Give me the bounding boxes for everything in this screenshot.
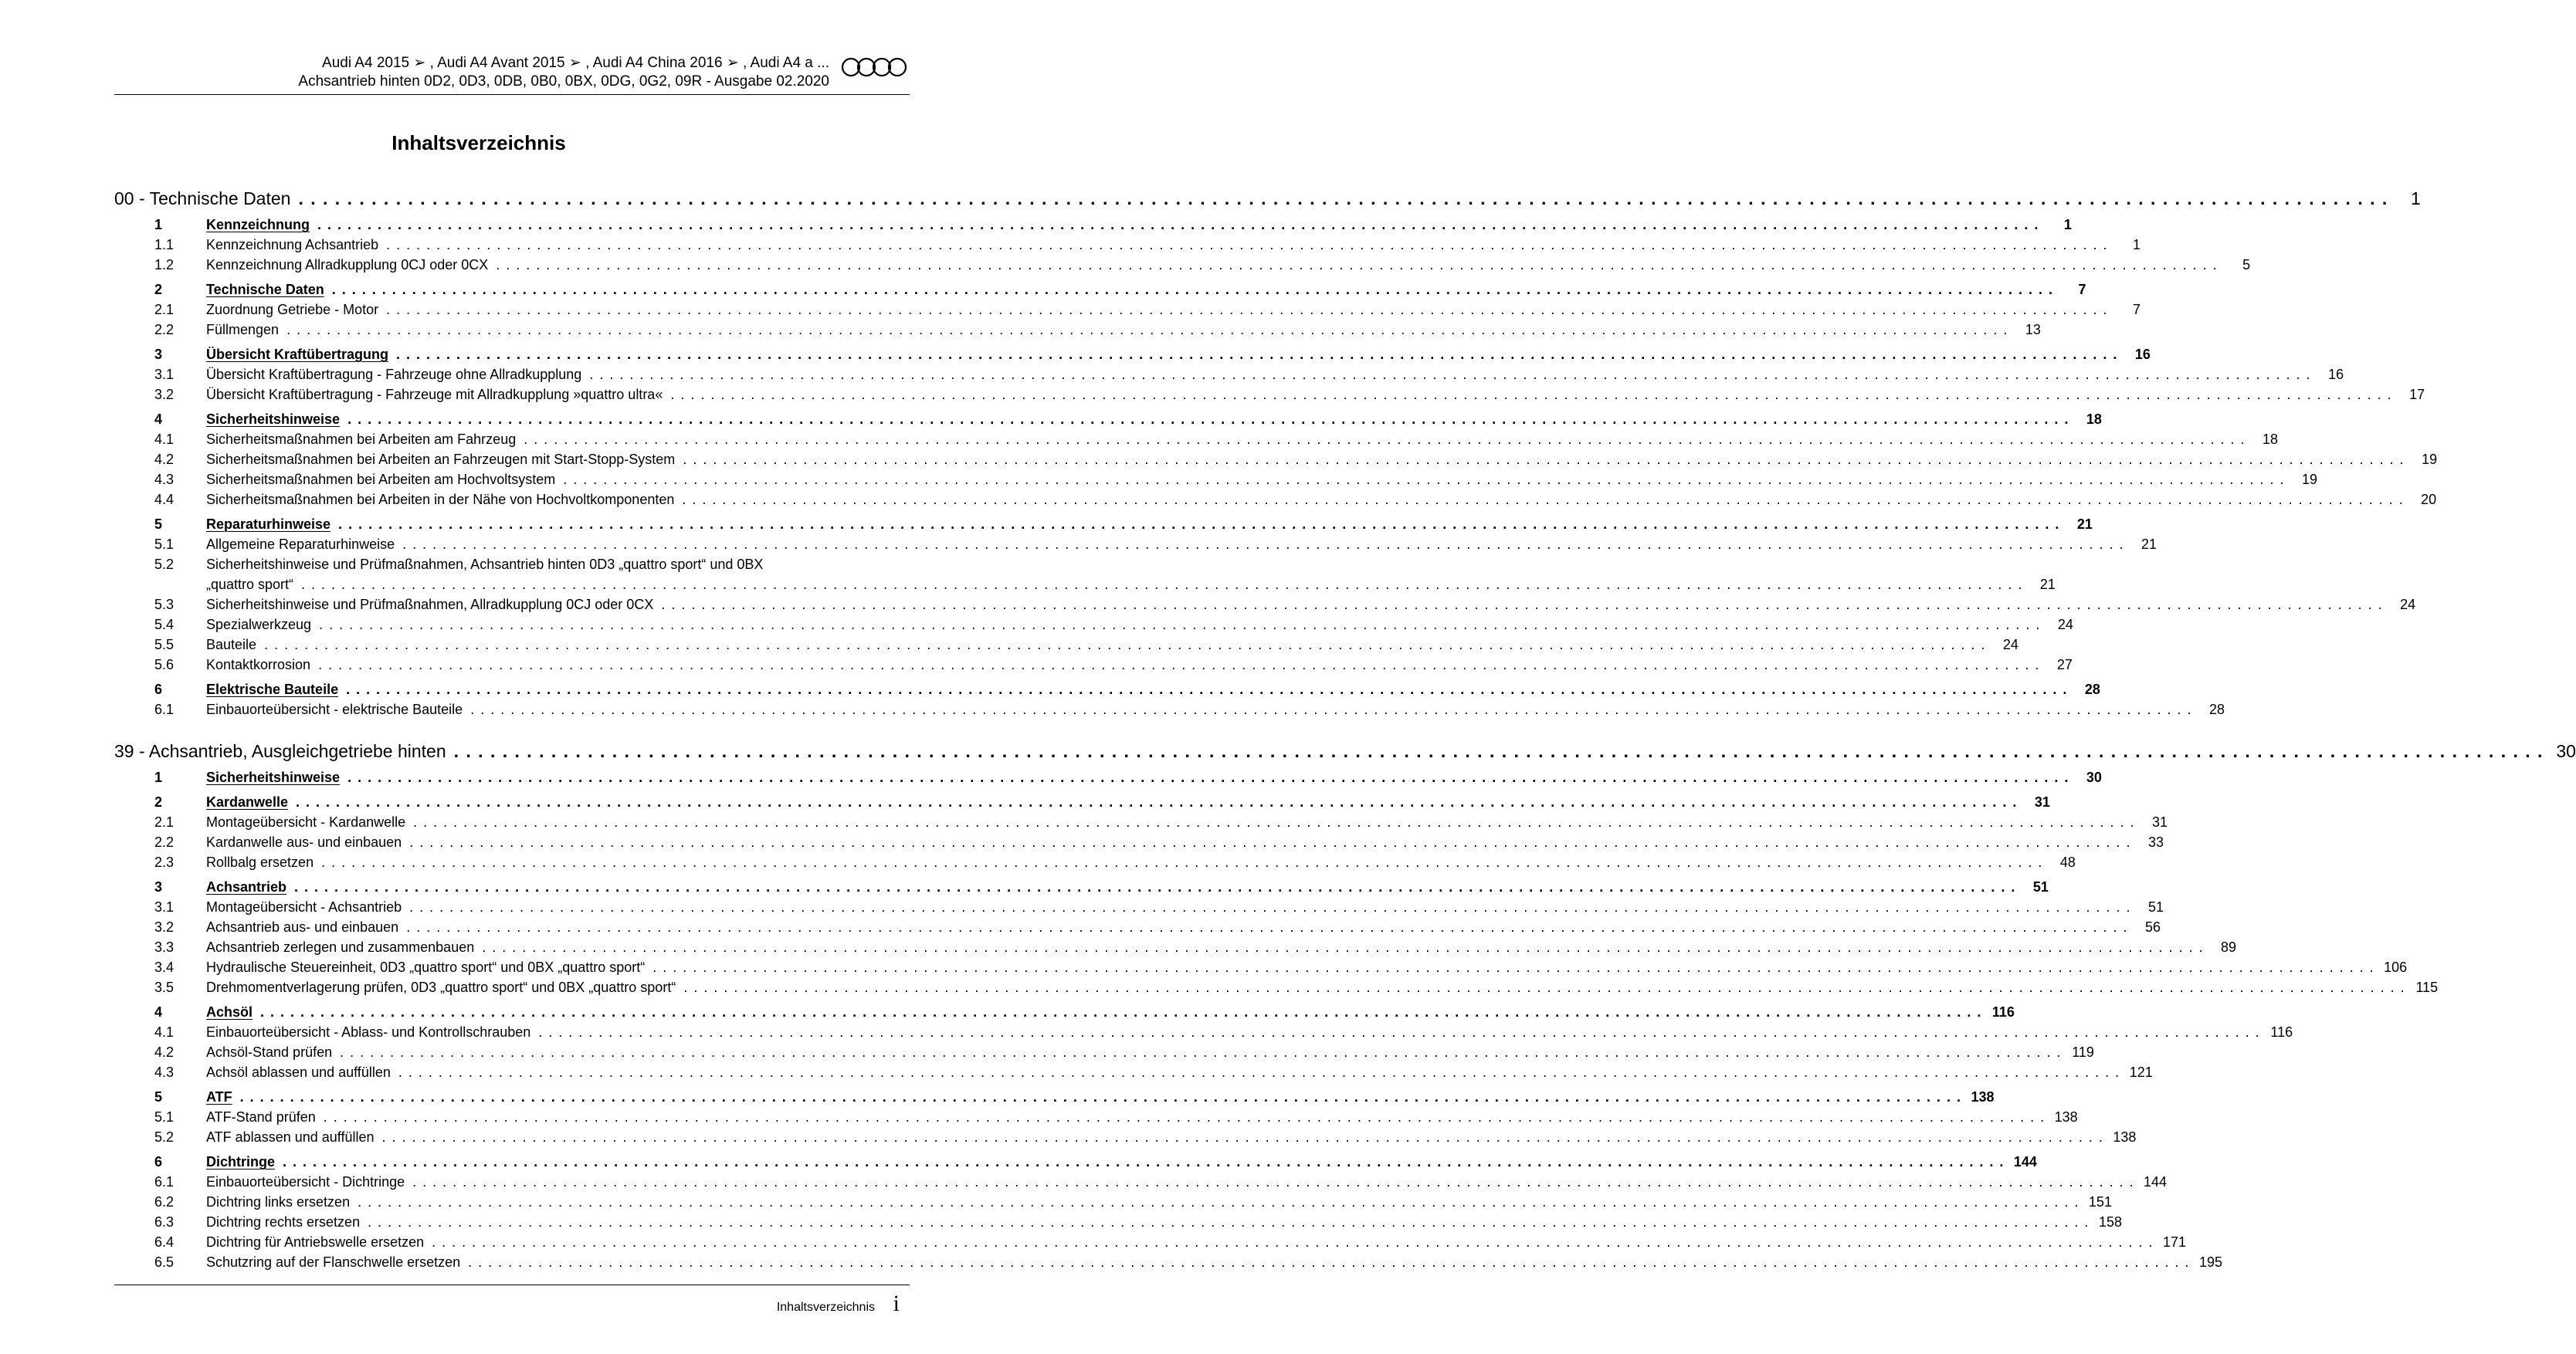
toc-subsection-entry[interactable]	[114, 1232, 2187, 1252]
toc-leader-dots	[338, 514, 2060, 534]
toc-section-number: 5	[154, 516, 163, 532]
toc-page-number: 16	[2328, 367, 2344, 382]
toc-section-entry[interactable]	[114, 1002, 2015, 1022]
toc-chapter-title: 39 - Achsantrieb, Ausgleichgetriebe hinten	[114, 741, 446, 761]
toc-leader-dots	[470, 699, 2192, 719]
toc-subsection-title: Montageübersicht - Achsantrieb	[206, 899, 402, 915]
toc-subsection-number: 6.3	[154, 1214, 175, 1230]
toc-page-number: 48	[2059, 855, 2076, 870]
toc-leader-dots	[412, 1172, 2134, 1192]
toc-leader-dots	[324, 1107, 2046, 1127]
toc-subsection-number: 6.1	[154, 702, 175, 717]
toc-subsection-title: Schutzring auf der Flanschwelle ersetzen	[206, 1254, 461, 1270]
toc-subsection-entry[interactable]	[114, 364, 2344, 384]
toc-leader-dots	[294, 877, 2016, 897]
toc-subsection-entry[interactable]	[114, 235, 2141, 255]
toc-section-entry[interactable]	[114, 792, 2050, 812]
toc-chapter-entry[interactable]	[114, 187, 2421, 210]
toc-page-number: 116	[2270, 1024, 2293, 1040]
toc-subsection-entry[interactable]	[114, 384, 2425, 405]
toc-page-number: 1	[2410, 188, 2421, 208]
toc-page-number: 30	[2086, 770, 2102, 785]
toc-subsection-entry[interactable]	[114, 917, 2161, 937]
toc-subsection-entry[interactable]	[114, 937, 2237, 957]
toc-section-entry[interactable]	[114, 767, 2102, 787]
toc-subsection-title: Einbauorteübersicht - Ablass- und Kontrollschrauben	[206, 1024, 531, 1040]
toc-section-number: 1	[154, 770, 163, 785]
toc-subsection-number: 2.2	[154, 834, 175, 850]
footer-label: Inhaltsverzeichnis	[776, 1301, 875, 1314]
toc-subsection-title: Bauteile	[206, 637, 257, 652]
toc-page-number: 119	[2072, 1044, 2094, 1060]
toc-section-entry[interactable]	[114, 279, 2086, 300]
toc-section-entry[interactable]	[114, 1087, 1995, 1107]
toc-subsection-title: Sicherheitsmaßnahmen bei Arbeiten in der Nähe von Hochvoltkomponenten	[206, 492, 675, 507]
toc-leader-dots	[240, 1087, 1962, 1107]
toc-subsection-title: Sicherheitsmaßnahmen bei Arbeiten an Fahrzeugen mit Start-Stopp-System	[206, 452, 676, 467]
toc-subsection-number: 5.2	[154, 1129, 175, 1145]
toc-page-number: 56	[2145, 919, 2161, 935]
toc-subsection-number: 4.3	[154, 1065, 175, 1080]
toc-subsection-title: Übersicht Kraftübertragung - Fahrzeuge ohne Allradkupplung	[206, 367, 582, 382]
toc-page-number: 24	[2002, 637, 2018, 652]
toc-page-number: 195	[2199, 1254, 2223, 1270]
toc-page-number: 158	[2098, 1214, 2122, 1230]
toc-subsection-entry[interactable]	[114, 635, 2018, 655]
toc-section-title: ATF	[206, 1089, 232, 1105]
toc-leader-dots	[409, 832, 2131, 852]
toc-subsection-title: Dichtring rechts ersetzen	[206, 1214, 361, 1230]
toc-leader-dots	[321, 852, 2043, 872]
toc-page-number: 121	[2129, 1065, 2153, 1080]
toc-subsection-title: Achsantrieb aus- und einbauen	[206, 919, 399, 935]
toc-subsection-title: Füllmengen	[206, 322, 280, 337]
toc-leader-dots	[260, 1002, 1982, 1022]
toc-leader-dots	[386, 300, 2108, 320]
toc-subsection-entry[interactable]	[114, 1062, 2153, 1082]
toc-subsection-title: Kontaktkorrosion	[206, 657, 311, 672]
toc-subsection-number: 1.2	[154, 257, 175, 272]
toc-subsection-number: 2.1	[154, 814, 175, 830]
toc-leader-dots	[402, 534, 2124, 554]
toc-leader-dots	[670, 384, 2392, 405]
toc-subsection-entry[interactable]	[114, 699, 2225, 719]
toc-section-title: Achsantrieb	[206, 879, 287, 895]
toc-subsection-number: 6.5	[154, 1254, 175, 1270]
toc-page-number: 1	[2063, 217, 2072, 232]
toc-page-number: 171	[2162, 1234, 2187, 1250]
toc-section-title: Technische Daten	[206, 282, 324, 297]
toc-subsection-title-continued	[206, 574, 2056, 594]
toc-subsection-title: ATF-Stand prüfen	[206, 1109, 316, 1125]
toc-subsection-number: 3.2	[154, 919, 175, 935]
toc-subsection-entry[interactable]	[114, 469, 2318, 489]
toc-section-entry[interactable]	[114, 877, 2049, 897]
toc-subsection-number: 4.4	[154, 492, 175, 507]
toc-page-number: 13	[2025, 322, 2041, 337]
toc-section-number: 4	[154, 411, 163, 427]
toc-subsection-entry[interactable]	[114, 977, 2439, 997]
toc-subsection-number: 3.1	[154, 899, 175, 915]
toc-leader-dots	[368, 1212, 2090, 1232]
toc-subsection-title: Sicherheitshinweise und Prüfmaßnahmen, Achsantrieb hinten 0D3 „quattro sport“ und 0BX	[206, 557, 764, 572]
toc-subsection-number: 6.2	[154, 1194, 175, 1210]
toc-subsection-entry[interactable]	[114, 1192, 2112, 1212]
toc-subsection-entry[interactable]	[114, 554, 2056, 594]
toc-section-number: 1	[154, 217, 163, 232]
toc-subsection-number: 2.2	[154, 322, 175, 337]
toc-section-title: Kennzeichnung	[206, 217, 310, 232]
toc-subsection-title: Kardanwelle aus- und einbauen	[206, 834, 402, 850]
toc-leader-dots	[347, 409, 2069, 429]
toc-leader-dots	[381, 1127, 2103, 1147]
document-header	[0, 54, 829, 91]
toc-leader-dots	[358, 1192, 2079, 1212]
toc-subsection-entry[interactable]	[114, 957, 2408, 977]
toc-page-number: 7	[2078, 282, 2086, 297]
toc-section-entry[interactable]	[114, 409, 2102, 429]
toc-leader-dots	[538, 1022, 2260, 1042]
toc-section-number: 5	[154, 1089, 163, 1105]
toc-subsection-title: Hydraulische Steuereinheit, 0D3 „quattro sport“ und 0BX „quattro sport“	[206, 960, 646, 975]
toc-page-number: 19	[2422, 452, 2438, 467]
toc-page-number: 30	[2556, 741, 2576, 761]
toc-page-number: 18	[2086, 411, 2102, 427]
toc-subsection-title: Sicherheitshinweise und Prüfmaßnahmen, Allradkupplung 0CJ oder 0CX	[206, 597, 654, 612]
toc-leader-dots	[346, 679, 2068, 699]
toc-page-number: 16	[2134, 347, 2151, 362]
toc-leader-dots	[482, 937, 2204, 957]
toc-subsection-entry[interactable]	[114, 449, 2438, 469]
toc-leader-dots	[264, 635, 1986, 655]
toc-leader-dots	[301, 574, 2023, 594]
toc-subsection-entry[interactable]	[114, 1252, 2223, 1272]
toc-section-entry[interactable]	[114, 215, 2072, 235]
toc-section-number: 3	[154, 347, 163, 362]
toc-subsection-entry[interactable]	[114, 320, 2041, 340]
toc-leader-dots	[661, 594, 2383, 614]
toc-subsection-title: Allgemeine Reparaturhinweise	[206, 537, 395, 552]
toc-section-title: Sicherheitshinweise	[206, 770, 341, 785]
toc-page-number: 24	[2400, 597, 2416, 612]
toc-page-number: 28	[2209, 702, 2225, 717]
toc-page-number: 151	[2088, 1194, 2112, 1210]
toc-leader-dots	[347, 767, 2069, 787]
toc-page-number: 1	[2133, 237, 2141, 252]
toc-section-title: Übersicht Kraftübertragung	[206, 347, 389, 362]
toc-leader-dots	[319, 614, 2041, 635]
toc-subsection-title: Dichtring links ersetzen	[206, 1194, 351, 1210]
toc-subsection-title: ATF ablassen und auffüllen	[206, 1129, 375, 1145]
toc-page-number: 18	[2262, 432, 2279, 447]
toc-leader-dots	[496, 255, 2218, 275]
toc-page-number: 144	[2013, 1154, 2037, 1170]
toc-subsection-number: 2.1	[154, 302, 175, 317]
toc-leader-dots	[683, 977, 2405, 997]
toc-section-number: 3	[154, 879, 163, 895]
toc-subsection-number: 6.1	[154, 1174, 175, 1190]
toc-subsection-number: 5.1	[154, 1109, 175, 1125]
toc-section-number: 6	[154, 682, 163, 697]
toc-subsection-entry[interactable]	[114, 255, 2251, 275]
toc-section-number: 2	[154, 794, 163, 810]
toc-subsection-entry[interactable]	[114, 1107, 2078, 1127]
toc-subsection-number: 4.3	[154, 472, 175, 487]
toc-page-number: 24	[2057, 617, 2073, 632]
toc-page-number: 51	[2147, 899, 2164, 915]
toc-subsection-number: 6.4	[154, 1234, 175, 1250]
toc-subsection-title: Montageübersicht - Kardanwelle	[206, 814, 406, 830]
table-of-contents	[114, 187, 2576, 1272]
toc-section-title: Dichtringe	[206, 1154, 276, 1170]
toc-leader-dots	[283, 1152, 2005, 1172]
toc-section-number: 2	[154, 282, 163, 297]
toc-page-number: 7	[2132, 302, 2140, 317]
toc-subsection-entry[interactable]	[114, 812, 2168, 832]
toc-leader-dots	[406, 917, 2128, 937]
toc-subsection-entry[interactable]	[114, 1212, 2122, 1232]
page-title: Inhaltsverzeichnis	[391, 131, 566, 154]
toc-leader-dots	[317, 215, 2039, 235]
toc-subsection-number: 3.5	[154, 980, 175, 995]
toc-leader-dots	[683, 449, 2405, 469]
toc-subsection-title: Sicherheitsmaßnahmen bei Arbeiten am Fahrzeug	[206, 432, 517, 447]
toc-section-number: 4	[154, 1004, 163, 1020]
toc-subsection-title: Sicherheitsmaßnahmen bei Arbeiten am Hochvoltsystem	[206, 472, 556, 487]
toc-leader-dots	[298, 187, 2388, 210]
toc-subsection-number: 3.3	[154, 939, 175, 955]
toc-subsection-number: 5.5	[154, 637, 175, 652]
toc-leader-dots	[332, 279, 2054, 300]
toc-subsection-title: Zuordnung Getriebe - Motor	[206, 302, 379, 317]
toc-subsection-title: Einbauorteübersicht - elektrische Bauteile	[206, 702, 463, 717]
toc-subsection-title: Kennzeichnung Achsantrieb	[206, 237, 379, 252]
toc-section-title: Kardanwelle	[206, 794, 289, 810]
toc-page-number: 17	[2409, 387, 2425, 402]
toc-subsection-title-wrap	[206, 554, 2056, 594]
toc-leader-dots	[468, 1252, 2190, 1272]
toc-subsection-title: Übersicht Kraftübertragung - Fahrzeuge mit Allradkupplung »quattro ultra«	[206, 387, 663, 402]
toc-subsection-entry[interactable]	[114, 897, 2164, 917]
toc-subsection-entry[interactable]	[114, 1022, 2293, 1042]
toc-subsection-number: 5.3	[154, 597, 175, 612]
toc-section-entry[interactable]	[114, 1152, 2037, 1172]
toc-subsection-title: Einbauorteübersicht - Dichtringe	[206, 1174, 405, 1190]
toc-section-number: 6	[154, 1154, 163, 1170]
toc-subsection-number: 4.2	[154, 452, 175, 467]
toc-subsection-number: 4.1	[154, 1024, 175, 1040]
toc-subsection-number: 4.2	[154, 1044, 175, 1060]
toc-subsection-title: Rollbalg ersetzen	[206, 855, 314, 870]
toc-subsection-entry[interactable]	[114, 852, 2076, 872]
toc-leader-dots	[413, 812, 2135, 832]
toc-subsection-title: Kennzeichnung Allradkupplung 0CJ oder 0CX	[206, 257, 489, 272]
toc-subsection-title: Achsantrieb zerlegen und zusammenbauen	[206, 939, 475, 955]
toc-subsection-number: 2.3	[154, 855, 175, 870]
toc-subsection-entry[interactable]	[114, 489, 2437, 509]
toc-subsection-number: 3.4	[154, 960, 175, 975]
toc-subsection-entry[interactable]	[114, 1172, 2168, 1192]
toc-subsection-number: 5.1	[154, 537, 175, 552]
toc-page-number: 33	[2148, 834, 2164, 850]
toc-leader-dots	[386, 235, 2108, 255]
toc-page-number: 138	[2054, 1109, 2078, 1125]
toc-page-number: 106	[2384, 960, 2408, 975]
toc-subsection-number: 5.6	[154, 657, 175, 672]
four-rings-logo	[840, 56, 908, 78]
toc-subsection-title: Drehmomentverlagerung prüfen, 0D3 „quattro sport“ und 0BX „quattro sport“	[206, 980, 676, 995]
toc-subsection-entry[interactable]	[114, 832, 2164, 852]
toc-page-number: 19	[2302, 472, 2318, 487]
footer-page-number: i	[893, 1291, 900, 1316]
toc-subsection-entry[interactable]	[114, 300, 2140, 320]
toc-subsection-title-line2: „quattro sport“	[206, 577, 294, 592]
toc-subsection-entry[interactable]	[114, 534, 2157, 554]
toc-subsection-number: 5.2	[154, 557, 175, 572]
toc-section-title: Sicherheitshinweise	[206, 411, 341, 427]
header-vehicle-line: Audi A4 2015 ➢ , Audi A4 Avant 2015 ➢ , Audi A4 China 2016 ➢ , Audi A4 a ...	[322, 55, 829, 71]
toc-leader-dots	[318, 655, 2040, 675]
toc-leader-dots	[396, 344, 2118, 364]
toc-page-number: 138	[2113, 1129, 2137, 1145]
toc-section-entry[interactable]	[114, 679, 2100, 699]
toc-subsection-entry[interactable]	[114, 1127, 2137, 1147]
toc-page-number: 144	[2143, 1174, 2168, 1190]
toc-subsection-title: Achsöl ablassen und auffüllen	[206, 1065, 391, 1080]
toc-leader-dots	[652, 957, 2374, 977]
toc-subsection-entry[interactable]	[114, 655, 2073, 675]
toc-page-number: 21	[2076, 516, 2093, 532]
toc-page-number: 21	[2140, 537, 2157, 552]
toc-leader-dots	[563, 469, 2285, 489]
toc-leader-dots	[682, 489, 2404, 509]
toc-subsection-entry[interactable]	[114, 1042, 2094, 1062]
toc-section-title: Elektrische Bauteile	[206, 682, 339, 697]
toc-subsection-number: 3.1	[154, 367, 175, 382]
toc-subsection-title: Spezialwerkzeug	[206, 617, 312, 632]
toc-subsection-entry[interactable]	[114, 614, 2073, 635]
toc-page-number: 28	[2084, 682, 2100, 697]
header-divider	[114, 94, 910, 95]
toc-page-number: 5	[2242, 257, 2251, 272]
toc-page-number: 31	[2034, 794, 2050, 810]
toc-leader-dots	[409, 897, 2131, 917]
toc-page-number: 116	[1991, 1004, 2015, 1020]
toc-page-number: 27	[2056, 657, 2073, 672]
toc-page-number: 20	[2421, 492, 2437, 507]
toc-leader-dots	[589, 364, 2311, 384]
toc-subsection-number: 1.1	[154, 237, 175, 252]
toc-leader-dots	[432, 1232, 2154, 1252]
toc-leader-dots	[454, 740, 2544, 763]
toc-section-title: Reparaturhinweise	[206, 516, 331, 532]
toc-leader-dots	[398, 1062, 2120, 1082]
toc-page-number: 138	[1971, 1089, 1995, 1105]
toc-leader-dots	[286, 320, 2008, 340]
toc-section-title: Achsöl	[206, 1004, 253, 1020]
toc-chapter-entry[interactable]	[114, 740, 2576, 763]
toc-subsection-number: 4.1	[154, 432, 175, 447]
toc-page-number: 51	[2032, 879, 2049, 895]
toc-subsection-title: Achsöl-Stand prüfen	[206, 1044, 333, 1060]
toc-subsection-entry[interactable]	[114, 429, 2279, 449]
toc-subsection-number: 5.4	[154, 617, 175, 632]
toc-page-number: 31	[2151, 814, 2168, 830]
toc-leader-dots	[340, 1042, 2062, 1062]
toc-subsection-number: 3.2	[154, 387, 175, 402]
toc-subsection-title: Dichtring für Antriebswelle ersetzen	[206, 1234, 425, 1250]
toc-page-number: 89	[2221, 939, 2237, 955]
toc-page-number: 115	[2415, 980, 2439, 995]
toc-leader-dots	[524, 429, 2246, 449]
toc-subsection-entry[interactable]	[114, 594, 2416, 614]
toc-section-entry[interactable]	[114, 344, 2151, 364]
toc-leader-dots	[296, 792, 2018, 812]
toc-chapter-title: 00 - Technische Daten	[114, 188, 291, 208]
header-manual-line: Achsantrieb hinten 0D2, 0D3, 0DB, 0B0, 0BX, 0DG, 0G2, 09R - Ausgabe 02.2020	[298, 73, 829, 90]
toc-page-number: 21	[2039, 577, 2056, 592]
toc-section-entry[interactable]	[114, 514, 2093, 534]
